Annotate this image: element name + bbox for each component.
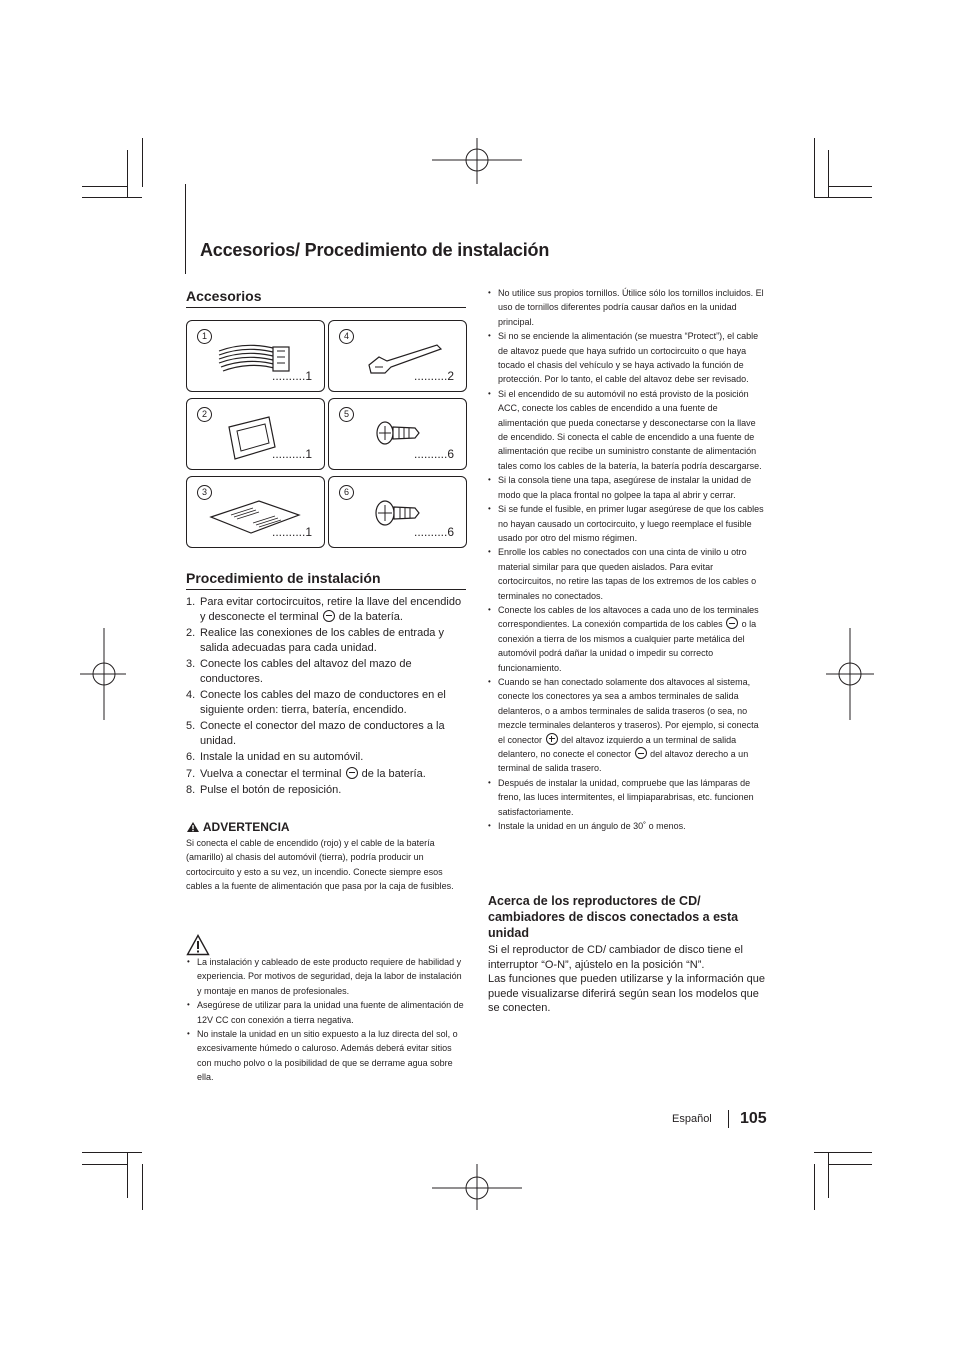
note-item: • Cuando se han conectado solamente dos altavoces al sistema, conecte los conectores ya sea a ambos terminales de salida delanteros, o a ambos terminales de salida traseros (o sea, no mezcle terminales delanteros y traseros). Por ejemplo, si conecta el conector del altavoz izquierdo a un terminal de salida delantero, no conecte el conector del altavoz derecho a un terminal de salida trasero. bbox=[487, 675, 767, 776]
negative-terminal-icon bbox=[323, 610, 335, 622]
note-item: • Enrolle los cables no conectados con una cinta de vinilo u otro material similar para que queden aislados. Para evitar cortocircuitos, no retire las tapas de los extremos de los cables o terminales no conectados. bbox=[487, 545, 767, 603]
page-title: Accesorios/ Procedimiento de instalación bbox=[200, 240, 550, 260]
procedure-step: 2. Realice las conexiones de los cables de entrada y salida adecuadas para cada unidad. bbox=[186, 627, 444, 654]
negative-terminal-icon bbox=[346, 767, 358, 779]
accessory-4-key bbox=[328, 320, 467, 392]
registration-mark-right bbox=[826, 628, 874, 720]
note-item: • Instale la unidad en un ángulo de 30˚ o menos. bbox=[487, 819, 767, 833]
accessories-heading: Accesorios bbox=[186, 288, 262, 304]
warning-triangle-icon bbox=[186, 821, 200, 833]
procedure-step: 4. Conecte los cables del mazo de conductores en el siguiente orden: tierra, batería, encendido. bbox=[186, 689, 446, 716]
accessory-quantity: ..........1 bbox=[271, 369, 312, 383]
procedure-step: 1. Para evitar cortocircuitos, retire la llave del encendido y desconecte el terminal de la batería. bbox=[186, 596, 462, 623]
cd-section-paragraph-2: Las funciones que pueden utilizarse y la información que puede visualizarse diferirá según sean los modelos que se conecten. bbox=[488, 973, 766, 1014]
cd-section-paragraph-1: Si el reproductor de CD/ cambiador de disco tiene el interruptor “O-N”, ajústelo en la posición “N”. bbox=[488, 944, 743, 971]
accessory-6-round-screw bbox=[328, 476, 467, 548]
warning-text: Si conecta el cable de encendido (rojo) y el cable de la batería (amarillo) al chasis del automóvil (tierra), podría producir un cortocircuito y esto a su vez, un incendio. Conecte siempre esos cables a la fuente de alimentación que pasa por la caja de fusibles. bbox=[186, 838, 454, 892]
accessory-number: 1 bbox=[197, 329, 212, 344]
registration-mark-bottom bbox=[430, 1164, 524, 1210]
accessory-quantity: ..........1 bbox=[271, 447, 312, 461]
note-item: • Si no se enciende la alimentación (se muestra “Protect”), el cable de altavoz puede que haya sufrido un cortocircuito o que haya tocado el chasis del vehículo y se haya activado la función de protección. Por lo tanto, el cable del altavoz debe ser revisado. bbox=[487, 329, 767, 387]
caution-item: • La instalación y cableado de este producto requiere de habilidad y experiencia. Por motivos de seguridad, deja la labor de instalación y montaje en manos de profesionales. bbox=[186, 955, 466, 998]
note-item: • Si se funde el fusible, en primer lugar asegúrese de que los cables no hayan causado un cortocircuito, y luego reemplace el fusible usado por otro del mismo régimen. bbox=[487, 502, 767, 545]
accessory-quantity: ..........2 bbox=[413, 369, 454, 383]
footer-language: Español bbox=[672, 1113, 712, 1125]
accessories-rule bbox=[186, 307, 466, 308]
footer-divider bbox=[728, 1110, 729, 1128]
caution-item: • No instale la unidad en un sitio expuesto a la luz directa del sol, o excesivamente húmedo o caluroso. Además deberá evitar sitios con mucho polvo o la posibilidad de que se derrame agua sobre ella. bbox=[186, 1027, 466, 1085]
negative-terminal-icon bbox=[726, 617, 738, 629]
caution-list bbox=[186, 955, 466, 1085]
accessory-number: 2 bbox=[197, 407, 212, 422]
accessory-1-wiring-harness bbox=[186, 320, 325, 392]
accessory-3-sheet bbox=[186, 476, 325, 548]
procedure-step: 6. Instale la unidad en su automóvil. bbox=[186, 751, 364, 763]
procedure-heading: Procedimiento de instalación bbox=[186, 570, 381, 586]
procedure-step: 5. Conecte el conector del mazo de conductores a la unidad. bbox=[186, 720, 445, 747]
installation-notes-list bbox=[487, 286, 767, 833]
screw-icon bbox=[373, 415, 423, 451]
accessory-number: 6 bbox=[339, 485, 354, 500]
page-number: 105 bbox=[740, 1110, 767, 1127]
accessory-number: 5 bbox=[339, 407, 354, 422]
negative-terminal-icon bbox=[635, 747, 647, 759]
accessory-quantity: ..........6 bbox=[413, 525, 454, 539]
registration-mark-top bbox=[430, 138, 524, 184]
accessory-number: 3 bbox=[197, 485, 212, 500]
accessory-quantity: ..........6 bbox=[413, 447, 454, 461]
caution-triangle-icon bbox=[186, 934, 210, 956]
warning-heading-row bbox=[186, 820, 290, 834]
warning-heading: ADVERTENCIA bbox=[202, 820, 290, 834]
registration-mark-left bbox=[80, 628, 126, 720]
note-item: • No utilice sus propios tornillos. Útilice sólo los tornillos incluidos. El uso de tornillos diferentes podría causar daños en la unidad principal. bbox=[487, 286, 767, 329]
accessory-2-trim-plate bbox=[186, 398, 325, 470]
positive-terminal-icon bbox=[546, 733, 558, 745]
note-item: • Conecte los cables de los altavoces a cada uno de los terminales correspondientes. La conexión compartida de los cables o la conexión a tierra de los mismos a cualquier parte metálica del automóvil podrá dañar la unidad o impedir su correcto funcionamiento. bbox=[487, 603, 767, 675]
procedure-steps bbox=[186, 595, 466, 800]
procedure-step: 7. Vuelva a conectar el terminal de la batería. bbox=[186, 767, 426, 780]
procedure-step: 3. Conecte los cables del altavoz del mazo de conductores. bbox=[186, 658, 412, 685]
accessory-5-flat-screw bbox=[328, 398, 467, 470]
note-item: • Después de instalar la unidad, compruebe que las lámparas de freno, las luces intermitentes, el limpiaparabrisas, etc. funcionen satisfactoriamente. bbox=[487, 776, 767, 819]
accessory-quantity: ..........1 bbox=[271, 525, 312, 539]
cd-section-heading: Acerca de los reproductores de CD/ cambiadores de discos conectados a esta unidad bbox=[488, 894, 739, 940]
accessory-number: 4 bbox=[339, 329, 354, 344]
caution-item: • Asegúrese de utilizar para la unidad una fuente de alimentación de 12V CC con conexión a tierra negativa. bbox=[186, 998, 466, 1027]
procedure-step: 8. Pulse el botón de reposición. bbox=[186, 784, 342, 796]
procedure-rule bbox=[186, 589, 466, 590]
note-item: • Si la consola tiene una tapa, asegúrese de instalar la unidad de modo que la placa frontal no golpee la tapa al abrir y cerrar. bbox=[487, 473, 767, 502]
note-item: • Si el encendido de su automóvil no está provisto de la posición ACC, conecte los cables de encendido a una fuente de alimentación que pueda conectarse y desconectarse con la llave de encendido. Si conecta el cable de encendido a una fuente de alimentación que recibe un suministro constante de alimentación tales como los cables de la batería, la batería podría descargarse. bbox=[487, 387, 767, 473]
